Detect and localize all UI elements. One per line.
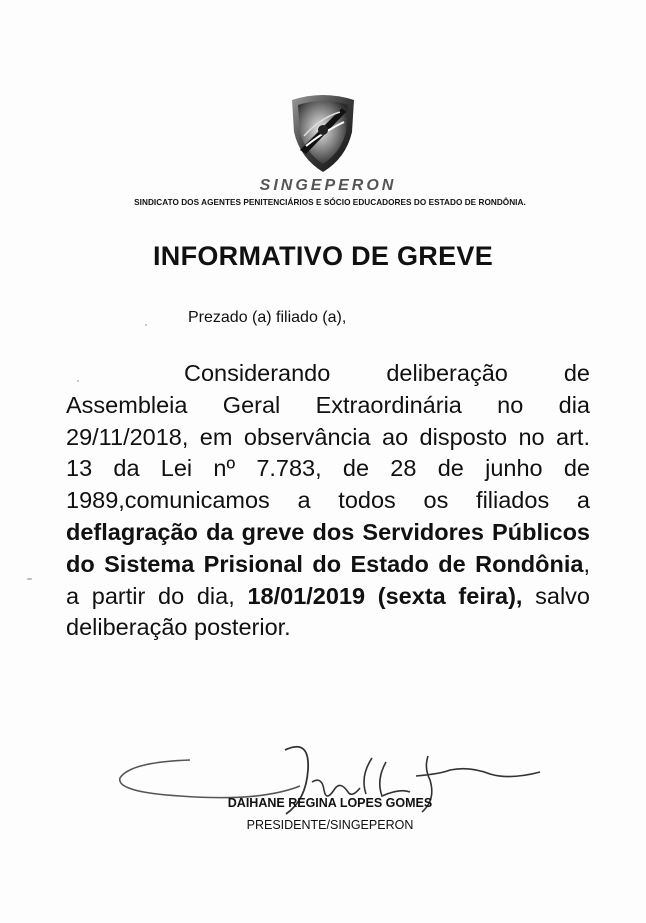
body-bold-start-date: 18/01/2019 (sexta feira),	[247, 582, 523, 609]
body-bold-strike-announcement: deflagração da greve dos Servidores Públicos do Sistema Prisional do Estado de Rondônia	[66, 518, 590, 577]
scan-speck	[27, 578, 32, 580]
scan-speck	[77, 380, 79, 382]
scan-speck	[145, 324, 147, 326]
document-title: INFORMATIVO DE GREVE	[152, 241, 494, 271]
signer-name: DAIHANE REGINA LOPES GOMES	[227, 796, 433, 810]
signer-role: PRESIDENTE/SINGEPERON	[246, 818, 414, 832]
logo-wordmark: SINGEPERON	[259, 177, 397, 190]
union-shield-logo	[286, 92, 360, 174]
body-text-part-2: , a partir do dia,	[66, 550, 590, 609]
greeting-line: Prezado (a) filiado (a),	[188, 309, 347, 326]
body-text-part-3: salvo deliberação posterior.	[66, 582, 590, 641]
body-text-part-1: Considerando deliberação de Assembleia Geral Extraordinária no dia 29/11/2018, em observância ao disposto no art. 13 da Lei nº 7.783, de 28 de junho de 1989,comunicamos a todos os filiados a	[66, 360, 590, 514]
body-paragraph	[66, 358, 590, 644]
organization-name: SINDICATO DOS AGENTES PENITENCIÁRIOS E SÓCIO EDUCADORES DO ESTADO DE RONDÔNIA.	[134, 198, 526, 207]
